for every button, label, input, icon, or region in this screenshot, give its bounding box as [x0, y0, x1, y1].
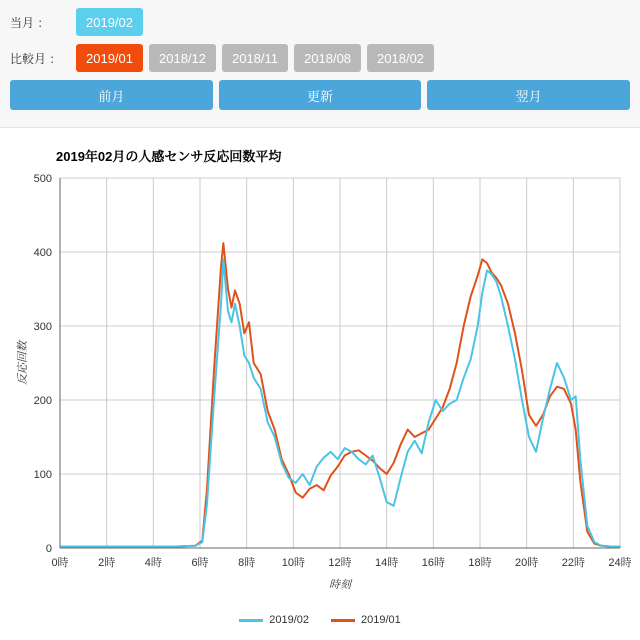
- svg-text:0: 0: [45, 543, 52, 555]
- svg-text:22時: 22時: [561, 557, 585, 569]
- svg-text:200: 200: [33, 395, 52, 407]
- svg-text:16時: 16時: [421, 557, 445, 569]
- svg-text:500: 500: [33, 173, 52, 185]
- legend-swatch-compare: [331, 619, 355, 622]
- compare-month-chip-1[interactable]: 2018/12: [149, 44, 216, 72]
- compare-month-chip-3[interactable]: 2018/08: [294, 44, 361, 72]
- svg-text:2時: 2時: [98, 557, 116, 569]
- legend-item-current: [239, 614, 309, 626]
- svg-text:4時: 4時: [144, 557, 162, 569]
- svg-text:6時: 6時: [191, 557, 209, 569]
- current-month-row: [10, 8, 630, 36]
- navigation-buttons: [10, 80, 630, 110]
- svg-text:400: 400: [33, 247, 52, 259]
- svg-text:300: 300: [33, 321, 52, 333]
- compare-month-label: 比較月 ：: [10, 51, 62, 66]
- prev-month-button[interactable]: 前月: [10, 80, 213, 110]
- update-button[interactable]: 更新: [219, 80, 422, 110]
- control-panel: [0, 0, 640, 128]
- legend-label-current: 2019/02: [269, 614, 309, 626]
- compare-month-chip-4[interactable]: 2018/02: [367, 44, 434, 72]
- svg-text:24時: 24時: [608, 557, 632, 569]
- legend-swatch-current: [239, 619, 263, 622]
- svg-text:12時: 12時: [328, 557, 352, 569]
- legend-item-compare: [331, 614, 401, 626]
- svg-text:10時: 10時: [281, 557, 305, 569]
- chart-legend: [0, 614, 640, 626]
- line-chart-svg: [0, 128, 640, 598]
- svg-text:20時: 20時: [515, 557, 539, 569]
- svg-text:100: 100: [33, 469, 52, 481]
- current-month-chip[interactable]: 2019/02: [76, 8, 143, 36]
- svg-text:18時: 18時: [468, 557, 492, 569]
- next-month-button[interactable]: 翌月: [427, 80, 630, 110]
- svg-text:8時: 8時: [238, 557, 256, 569]
- compare-month-chip-0[interactable]: 2019/01: [76, 44, 143, 72]
- legend-label-compare: 2019/01: [361, 614, 401, 626]
- compare-month-row: [10, 44, 630, 72]
- compare-month-chip-2[interactable]: 2018/11: [222, 44, 288, 72]
- svg-text:時刻: 時刻: [329, 579, 351, 591]
- svg-text:反応回数: 反応回数: [17, 341, 29, 385]
- chart-area: [0, 128, 640, 640]
- chart-title: 2019年02月の人感センサ反応回数平均: [56, 149, 282, 164]
- current-month-label: 当月 ：: [10, 15, 50, 30]
- svg-text:0時: 0時: [51, 557, 69, 569]
- svg-text:14時: 14時: [375, 557, 399, 569]
